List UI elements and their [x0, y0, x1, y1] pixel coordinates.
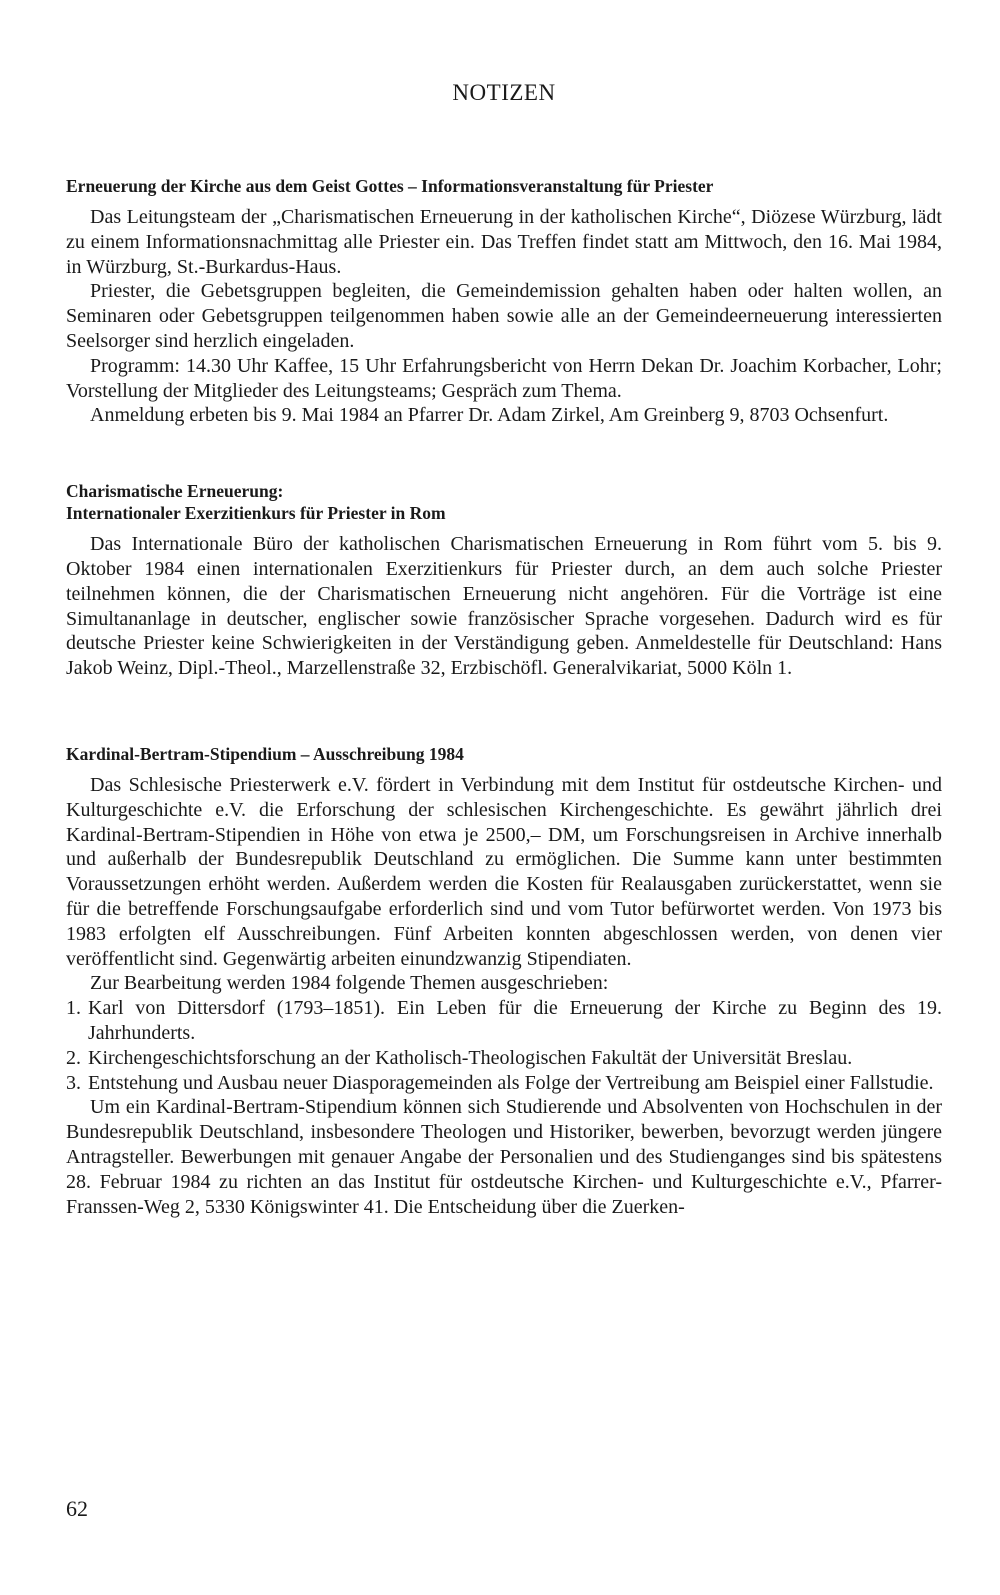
- document-page: [66, 80, 942, 1269]
- list-item: [66, 1071, 942, 1096]
- section-kirche-erneuerung: [66, 175, 942, 428]
- paragraph: Priester, die Gebetsgruppen begleiten, die Gemeindemission gehalten haben oder halten wollen, an Seminaren oder Gebetsgruppen teilgenommen haben sowie alle an der Gemeindeerneuerung interessierten Seelsorger sind herzlich eingeladen.: [66, 280, 942, 352]
- list-number: 2.: [66, 1046, 81, 1069]
- list-number: 1.: [66, 997, 81, 1020]
- section-exerzitienkurs: [66, 480, 942, 681]
- list-text: Karl von Dittersdorf (1793–1851). Ein Leben für die Erneuerung der Kirche zu Beginn des 19. Jahrhunderts.: [88, 997, 942, 1044]
- list-number: 3.: [66, 1071, 81, 1094]
- paragraph: Das Internationale Büro der katholischen Charismatischen Erneuerung in Rom führt vom 5. bis 9. Oktober 1984 einen internationalen Exerzitienkurs für Priester durch, an dem auch solche Priester teilnehmen können, die der Charismatischen Erneuerung nicht angehören. Für die Vorträge ist eine Simultananlage in deutscher, englischer sowie französischer Sprache vorgesehen. Dadurch wird es für deutsche Priester keine Schwierigkeiten in der Verständigung geben. Anmeldestelle für Deutschland: Hans Jakob Weinz, Dipl.-Theol., Marzellenstraße 32, Erzbischöfl. Generalvikariat, 5000 Köln 1.: [66, 533, 942, 680]
- section-heading: Erneuerung der Kirche aus dem Geist Gottes – Informationsveranstaltung für Priester: [66, 176, 714, 196]
- section-heading-line2: Internationaler Exerzitienkurs für Priester in Rom: [66, 503, 446, 524]
- page-title: NOTIZEN: [452, 80, 556, 105]
- section-stipendium: [66, 743, 942, 1219]
- paragraph: Das Schlesische Priesterwerk e.V. fördert in Verbindung mit dem Institut für ostdeutsche Kirchen- und Kulturgeschichte e.V. die Erforschung der schlesischen Kirchengeschichte. Es gewährt jährlich drei Kardinal-Bertram-Stipendien in Höhe von etwa je 2500,– DM, um Forschungsreisen in Archive innerhalb und außerhalb der Bundesrepublik Deutschland zu ermöglichen. Die Summe kann unter bestimmten Voraussetzungen erhöht werden. Außerdem werden die Kosten für Realausgaben zurückerstattet, wenn sie für die betreffende Forschungsaufgabe erforderlich sind und vom Tutor befürwortet werden. Von 1973 bis 1983 erfolgten elf Ausschreibungen. Fünf Arbeiten konnten abgeschlossen werden, von denen vier veröffentlicht sind. Gegenwärtig arbeiten einundzwanzig Stipendiaten.: [66, 773, 942, 970]
- topics-list: [66, 996, 942, 1095]
- page-number: 62: [66, 1496, 88, 1521]
- paragraph: Um ein Kardinal-Bertram-Stipendium können sich Studierende und Absolventen von Hochschulen in der Bundesrepublik Deutschland, insbesondere Theologen und Historiker, bewerben, bevorzugt werden jüngere Antragsteller. Bewerbungen mit genauer Angabe der Personalien und des Studienganges sind bis spätestens 28. Februar 1984 zu richten an das Institut für ostdeutsche Kirchen- und Kulturgeschichte e.V., Pfarrer-Franssen-Weg 2, 5330 Königswinter 41. Die Entscheidung über die Zuerken-: [66, 1096, 942, 1218]
- list-text: Entstehung und Ausbau neuer Diasporagemeinden als Folge der Vertreibung am Beispiel einer Fallstudie.: [88, 1071, 934, 1094]
- paragraph: Programm: 14.30 Uhr Kaffee, 15 Uhr Erfahrungsbericht von Herrn Dekan Dr. Joachim Korbacher, Lohr; Vorstellung der Mitglieder des Leitungsteams; Gespräch zum Thema.: [66, 354, 942, 402]
- list-item: [66, 1046, 942, 1071]
- paragraph: Zur Bearbeitung werden 1984 folgende Themen ausgeschrieben:: [90, 972, 609, 995]
- section-heading: Kardinal-Bertram-Stipendium – Ausschreibung 1984: [66, 743, 464, 764]
- paragraph: Das Leitungsteam der „Charismatischen Erneuerung in der katholischen Kirche“, Diözese Würzburg, lädt zu einem Informationsnachmittag alle Priester ein. Das Treffen findet statt am Mittwoch, den 16. Mai 1984, in Würzburg, St.-Burkardus-Haus.: [66, 206, 942, 278]
- paragraph: Anmeldung erbeten bis 9. Mai 1984 an Pfarrer Dr. Adam Zirkel, Am Greinberg 9, 8703 Ochsenfurt.: [90, 404, 889, 427]
- list-text: Kirchengeschichtsforschung an der Katholisch-Theologischen Fakultät der Universität Breslau.: [88, 1046, 853, 1069]
- list-item: [66, 996, 942, 1046]
- section-heading-line1: Charismatische Erneuerung:: [66, 481, 284, 502]
